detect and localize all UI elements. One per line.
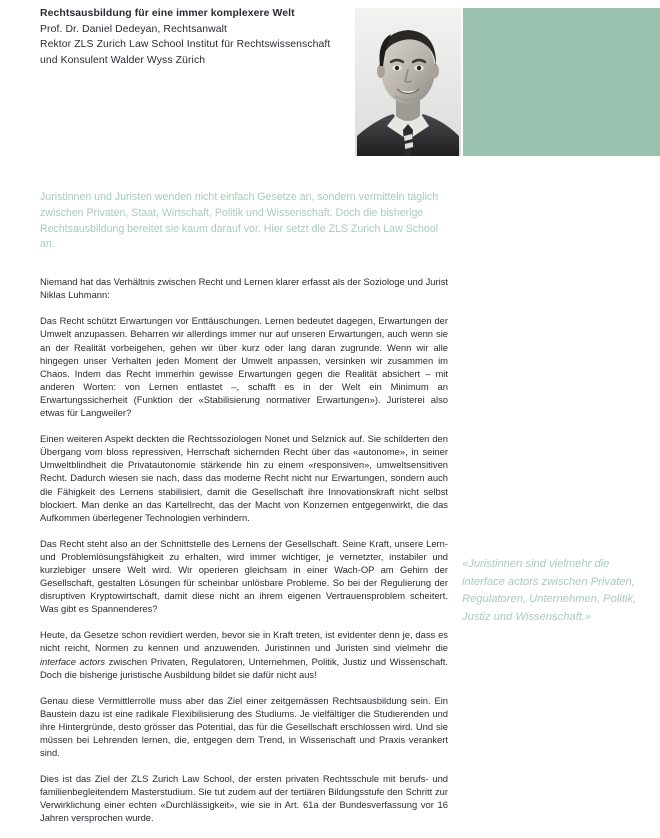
paragraph-luhmann-intro: Niemand hat das Verhältnis zwischen Recht und Lernen klarer erfasst als der Soziologe und Jurist Niklas Luhmann:: [40, 276, 448, 301]
article-header: [0, 0, 660, 168]
paragraph-interface-actors-italic: interface actors: [40, 655, 106, 667]
author-byline: Prof. Dr. Daniel Dedeyan, Rechtsanwalt: [40, 23, 228, 35]
lead-paragraph: Juristinnen und Juristen wenden nicht einfach Gesetze an, sondern vermitteln täglich zwischen Privaten, Staat, Wirtschaft, Politik und Wissenschaft. Doch die bisherige Rechtsausbildung bereitet sie kaum darauf vor. Hier setzt die ZLS Zurich Law School an.: [40, 191, 439, 251]
paragraph-zls-ziel: Dies ist das Ziel der ZLS Zurich Law School, der ersten privaten Rechtsschule mit berufs- und familienbegleitendem Masterstudium. Sie tut zudem auf der tertiären Bildungsstufe den Schritt zur Verwirklichung einer echten «Durchlässigkeit», wie sie in Art. 61a der Bundesverfassung vor 16 Jahren versprochen wurde.: [40, 773, 448, 824]
paragraph-interface-actors-before: Heute, da Gesetze schon revidiert werden, bevor sie in Kraft treten, ist evidenter denn je, dass es nicht reicht, Normen zu kennen und anzuwenden. Juristinnen und Juristen sind vielmehr die: [40, 629, 448, 654]
paragraph-vermittlerrolle: Genau diese Vermittlerrolle muss aber das Ziel einer zeitgemässen Rechtsausbildung sein. Ein Baustein dazu ist eine radikale Flexibilisierung des Studiums. Je vielfältiger die Studierenden und ihre Hintergründe, desto grösser das Potential, das für die Gesellschaft erschlossen wird. Und sie müssen bei Lehrenden lernen, die, entgegen dem Trend, in Wissenschaft und Praxis verankert sind.: [40, 694, 448, 759]
page-title: Rechtsausbildung für eine immer komplexere Welt: [40, 8, 295, 19]
paragraph-luhmann-quote: Das Recht schützt Erwartungen vor Enttäuschungen. Lernen bedeutet dagegen, Erwartungen der Umwelt anzupassen. Beharren wir allerdings immer nur auf unseren Erwartungen, auch wenn sie an der Realität vorbeigehen, gehen wir über kurz oder lang daran zugrunde. Wenn wir alle hingegen unser Verhalten jeden Moment der Umwelt anpassen, versinken wir zusammen im Chaos. Indem das Recht immerhin gewisse Erwartungen gegen die Realität absichert – mit anderen Worten: von Lernen entlastet –, schafft es in der Welt ein Minimum an Erwartungssicherheit (Funktion der «Stabilisierung normativer Erwartungen»). Juristerei also etwas für Langweiler?: [40, 315, 448, 419]
paragraph-schnittstelle: Das Recht steht also an der Schnittstelle des Lernens der Gesellschaft. Seine Kraft, unsere Lern- und Problemlösungsfähigkeit zu erhalten, wird immer wichtiger, je vernetzter, instabiler und kurzlebiger unsere Welt wird. Wir operieren gleichsam in einer Wach-OP am Gehirn der Gesellschaft, gestalten Lösungen für scheinbar unlösbare Probleme. So bei der Regulierung der disruptiven Kryptowirtschaft, damit diese nicht an ihrem eigenen Vertrauensproblem scheitert. Was gibt es Spannenderes?: [40, 537, 448, 615]
paragraph-interface-actors-after: zwischen Privaten, Regulatoren, Unternehmen, Politik, Justiz und Wissenschaft. Doch die bisherige juristische Ausbildung bildet sie dafür nicht aus!: [40, 655, 448, 680]
author-affiliation-line-2: und Konsulent Walder Wyss Zürich: [40, 54, 206, 66]
decorative-green-block: [463, 8, 660, 156]
paragraph-interface-actors: [40, 628, 448, 680]
paragraph-nonet-selznick: Einen weiteren Aspekt deckten die Rechtssoziologen Nonet und Selznick auf. Sie schilderten den Übergang vom bloss repressiven, Herrschaft sichernden Recht über das «autonome», in seiner Umweltblindheit die Privatautonomie stärkende hin zu einem «responsiven», umweltsensitiven Recht. Dadurch wiesen sie nach, dass das moderne Recht nicht nur Erwartungen, sondern auch die Fähigkeit des Lernens stabilisiert, damit die Gesellschaft ihre Innovationskraft nicht selbst blockiert. Man denke an das Kartellrecht, das der Macht von Konzernen entgegenwirkt, die das Aufkommen überlegener Technologien verhindern.: [40, 433, 448, 523]
portrait-photo-daniel-dedeyan: [355, 8, 461, 156]
pull-quote: «Juristinnen sind vielmehr die interface actors zwischen Privaten, Regulatoren, Unternehmen, Politik, Justiz und Wissenschaft.»: [462, 558, 637, 623]
author-affiliation-line-1: Rektor ZLS Zurich Law School Institut für Rechtswissenschaft: [40, 39, 331, 51]
article-body: [40, 190, 448, 838]
header-text-block: [40, 6, 350, 68]
